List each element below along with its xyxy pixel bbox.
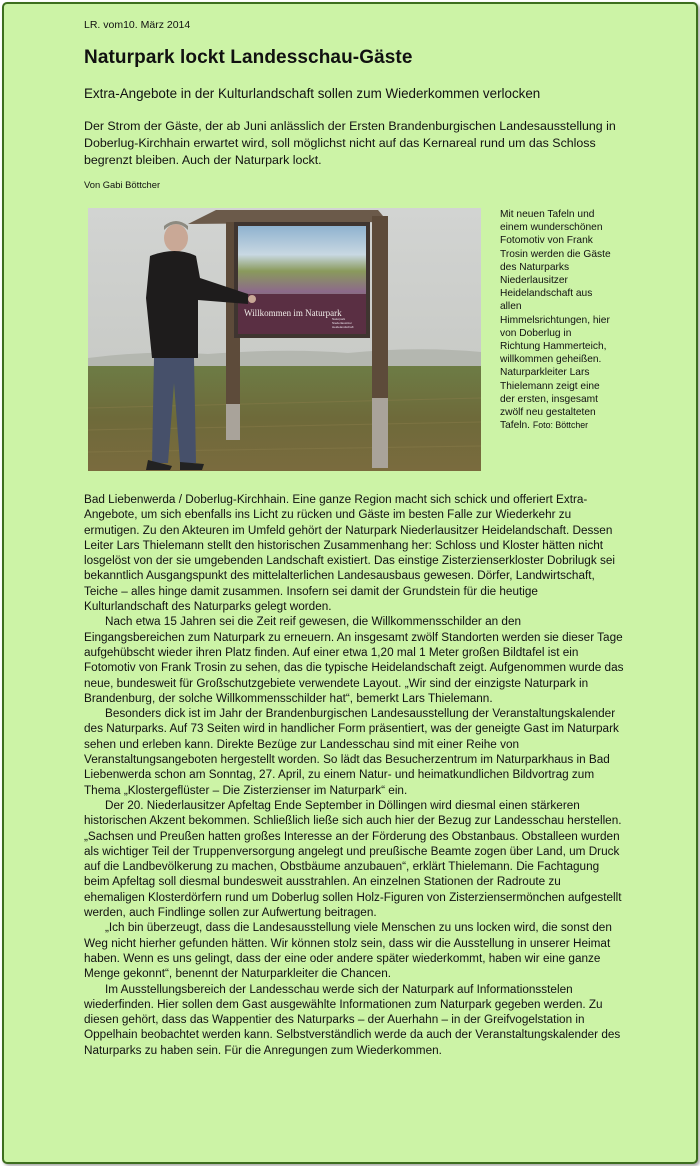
headline: Naturpark lockt Landesschau-Gäste (84, 47, 413, 68)
body-paragraph-4: Der 20. Niederlausitzer Apfeltag Ende September in Döllingen wird diesmal einen stärkeren historischen Akzent bekommen. Schließlich ließe sich auch hier der Bezug zur Landesschau herstellen. „Sachsen und Preußen hatten großes Interesse an der Förderung des Obstanbaus. Obstalleen wurden als wichtiger Teil der Truppenversorgung angelegt und preußische Beamte zogen über Land, um Druck auf die Landbevölkerung zu machen, Obstbäume anzubauen“, erklärt Thielemann. Die Fachtagung beim Apfeltag soll diesmal bundesweit ausstrahlen. An einzelnen Stationen der Radroute zu ehemaligen Klosterdörfern rund um Doberlug sollen Holz-Figuren von Zisterziensermönchen aufgestellt werden, auch Findlinge sollen zur Aufwertung beitragen. (84, 798, 622, 920)
date-line: LR. vom10. März 2014 (84, 19, 191, 31)
author-byline: Von Gabi Böttcher (84, 179, 161, 190)
teaser: Der Strom der Gäste, der ab Juni anlässlich der Ersten Brandenburgischen Landesausstellung in Doberlug-Kirchhain erwartet wird, soll möglichst nicht auf das Kernareal rund um das Schloss begrenzt bleiben. Auch der Naturpark lockt. (84, 119, 616, 167)
body-paragraph-6: Im Ausstellungsbereich der Landesschau werde sich der Naturpark auf Informationsstelen wiederfinden. Hier sollen dem Gast ausgewählte Informationen zum Naturpark gegeben werden. Zu diesen gehört, dass das Wappentier des Naturparks – der Auerhahn – in der Greifvogelstation in Oppelhain beobachtet werden kann. Selbstverständlich werde da auch der Veranstaltungskalender des Naturparks zu haben sein. Für die Anregungen zum Wiederkommen. (84, 982, 621, 1057)
article-body (84, 492, 624, 1058)
photo-illustration (88, 208, 481, 471)
caption-text: Mit neuen Tafeln und einem wunderschönen Fotomotiv von Frank Trosin werden die Gäste des Naturparks Niederlausitzer Heidelandschaft aus allen Himmelsrichtungen, hier von Doberlug in Richtung Hammerteich, willkommen geheißen. Naturparkleiter Lars Thielemann zeigt eine der ersten, insgesamt zwölf neu gestalteten Tafeln. (500, 209, 611, 432)
subheadline: Extra-Angebote in der Kulturlandschaft sollen zum Wiederkommen verlocken (84, 86, 541, 101)
photo-caption (500, 208, 612, 432)
body-paragraph-1: Bad Liebenwerda / Doberlug-Kirchhain. Eine ganze Region macht sich schick und offeriert Extra-Angebote, um sich ebenfalls ins Licht zu rücken und Gäste im besten Falle zur Wiederkehr zu ermutigen. Zu den Akteuren im Umfeld gehört der Naturpark Niederlausitzer Heidelandschaft. Dessen Leiter Lars Thielemann stellt den historischen Zusammenhang her: Schloss und Kloster hätten nicht losgelöst von der sie umgebenden Landschaft existiert. Das einstige Zisterzienserkloster Dobrilugk sei bekanntlich Ausgangspunkt des mittelalterlichen Landesausbaus gewesen. Dörfer, Landwirtschaft, Teiche – alles hinge damit zusammen. Insofern sei damit der Grundstein für die heutige Kulturlandschaft des Naturparks gelegt worden. (84, 493, 615, 614)
body-paragraph-3: Besonders dick ist im Jahr der Brandenburgischen Landesausstellung der Veranstaltungskalender des Naturparks. Auf 73 Seiten wird in handlicher Form präsentiert, was der geneigte Gast im Naturpark sehen und erleben kann. Direkte Bezüge zur Landesschau sind mit einer Reihe von Veranstaltungsangeboten hergestellt worden. So lädt das Besucherzentrum im Naturparkhaus in Bad Liebenwerda schon am Sonntag, 27. April, zu einem Natur- und heimatkundlichen Bildvortrag zum Thema „Klostergeflüster – Die Zisterzienser im Naturpark“ ein. (84, 707, 619, 797)
sign-small-line-1: Naturpark (332, 317, 346, 321)
body-paragraph-5: „Ich bin überzeugt, dass die Landesausstellung viele Menschen zu uns locken wird, die sonst den Weg nicht hierher gefunden hätten. Wir können stolz sein, dass wir die Ausstellung in unserer Heimat haben. Wenn es uns gelingt, dass der eine oder andere später wiederkommt, haben wir eine ganze Menge gekonnt“, benennt der Naturparkleiter die Chancen. (84, 921, 612, 981)
sign-small-line-3: Heidelandschaft (332, 325, 354, 329)
article-photo (88, 208, 481, 471)
body-paragraph-2: Nach etwa 15 Jahren sei die Zeit reif gewesen, die Willkommensschilder an den Eingangsbereichen zum Naturpark zu erneuern. An insgesamt zwölf Standorten werden sie dieser Tage aufgehübscht wieder ihren Platz finden. Auf einer etwa 1,20 mal 1 Meter großen Bildtafel ist ein Fotomotiv von Frank Trosin zu sehen, das die typische Heidelandschaft zeigt. Aufgenommen wurde das neue, bundesweit für Großschutzgebiete verwendete Layout. „Wir sind der einzigste Naturpark in Brandenburg, der solche Willkommensschilder hat“, bemerkt Lars Thielemann. (84, 615, 624, 705)
sign-small-line-2: Niederlausitzer (332, 321, 353, 325)
photo-credit: Foto: Böttcher (532, 420, 589, 431)
sign-title: Willkommen im Naturpark (244, 308, 342, 318)
